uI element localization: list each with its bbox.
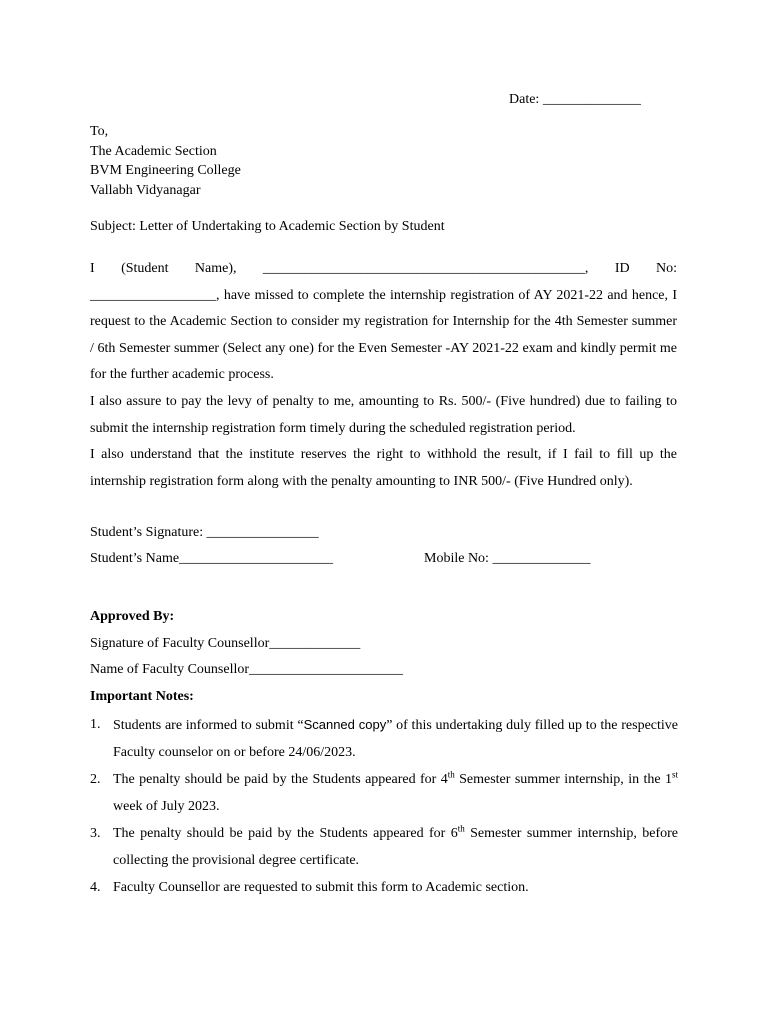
note-2-sup-1: th (447, 769, 455, 780)
note-2-text-b: Semester summer internship, in the 1 (454, 772, 672, 787)
note-2-text-c: week of July 2023. (113, 799, 220, 814)
student-name-row (90, 551, 690, 567)
note-item (90, 874, 678, 901)
note-number: 2. (90, 772, 101, 787)
note-1-text-c: ” of this undertaking duly filled up to the respective Faculty counselor on or before 24/06/2023. (113, 718, 678, 760)
body-paragraph-3: I also understand that the institute reserves the right to withhold the result, if I fail to fill up the internship registration form along with the penalty amounting to INR 500/- (Five Hundred only). (90, 447, 677, 489)
note-2-sup-2: st (671, 769, 678, 780)
address-line-1: The Academic Section (90, 143, 217, 159)
note-item (90, 711, 678, 766)
mobile-number-label: Mobile No: ______________ (424, 551, 591, 566)
note-2-text-a: The penalty should be paid by the Students appeared for 4 (113, 772, 448, 787)
address-to: To, (90, 124, 109, 139)
important-notes-list (90, 711, 678, 901)
address-line-3: Vallabh Vidyanagar (90, 182, 201, 198)
note-4-text: Faculty Counsellor are requested to submit this form to Academic section. (113, 880, 529, 895)
address-line-2: BVM Engineering College (90, 163, 241, 178)
subject-line: Subject: Letter of Undertaking to Academic Section by Student (90, 219, 445, 234)
note-number: 3. (90, 826, 101, 841)
note-number: 1. (90, 717, 101, 732)
body-paragraph-2: I also assure to pay the levy of penalty to me, amounting to Rs. 500/- (Five hundred) due to failing to submit the internship registration form timely during the scheduled registration period. (90, 393, 677, 436)
student-signature-label: Student’s Signature: ________________ (90, 525, 319, 540)
date-line: Date: ______________ (509, 92, 641, 107)
note-item (90, 820, 678, 874)
faculty-signature-line: Signature of Faculty Counsellor_____________ (90, 635, 361, 651)
note-3-text-b: Semester summer internship, before collecting the provisional degree certificate. (113, 826, 678, 868)
note-3-text-a: The penalty should be paid by the Students appeared for 6 (113, 826, 458, 841)
important-notes-heading: Important Notes: (90, 688, 194, 704)
letter-body (90, 256, 677, 495)
student-name-label: Student’s Name______________________ (90, 551, 334, 566)
body-paragraph-1: I (Student Name), ______________________________________________, ID No: __________________, have missed to complete the internship registration of AY 2021-22 and hence, I request to the Academic Section to consider my registration for Internship for the 4th Semester summer / 6th Semester summer (Select any one) for the Even Semester -AY 2021-22 exam and kindly permit me for the further academic process. (90, 261, 677, 383)
approved-by-heading: Approved By: (90, 609, 175, 624)
note-3-sup: th (457, 823, 465, 834)
note-number: 4. (90, 880, 101, 895)
approval-section (90, 604, 690, 710)
note-1-text-b: Scanned copy (303, 717, 387, 732)
note-item (90, 766, 678, 820)
note-1-text-a: Students are informed to submit “ (113, 718, 304, 733)
recipient-address (90, 122, 241, 200)
faculty-name-line: Name of Faculty Counsellor______________________ (90, 662, 404, 678)
student-signature-line (90, 525, 690, 541)
